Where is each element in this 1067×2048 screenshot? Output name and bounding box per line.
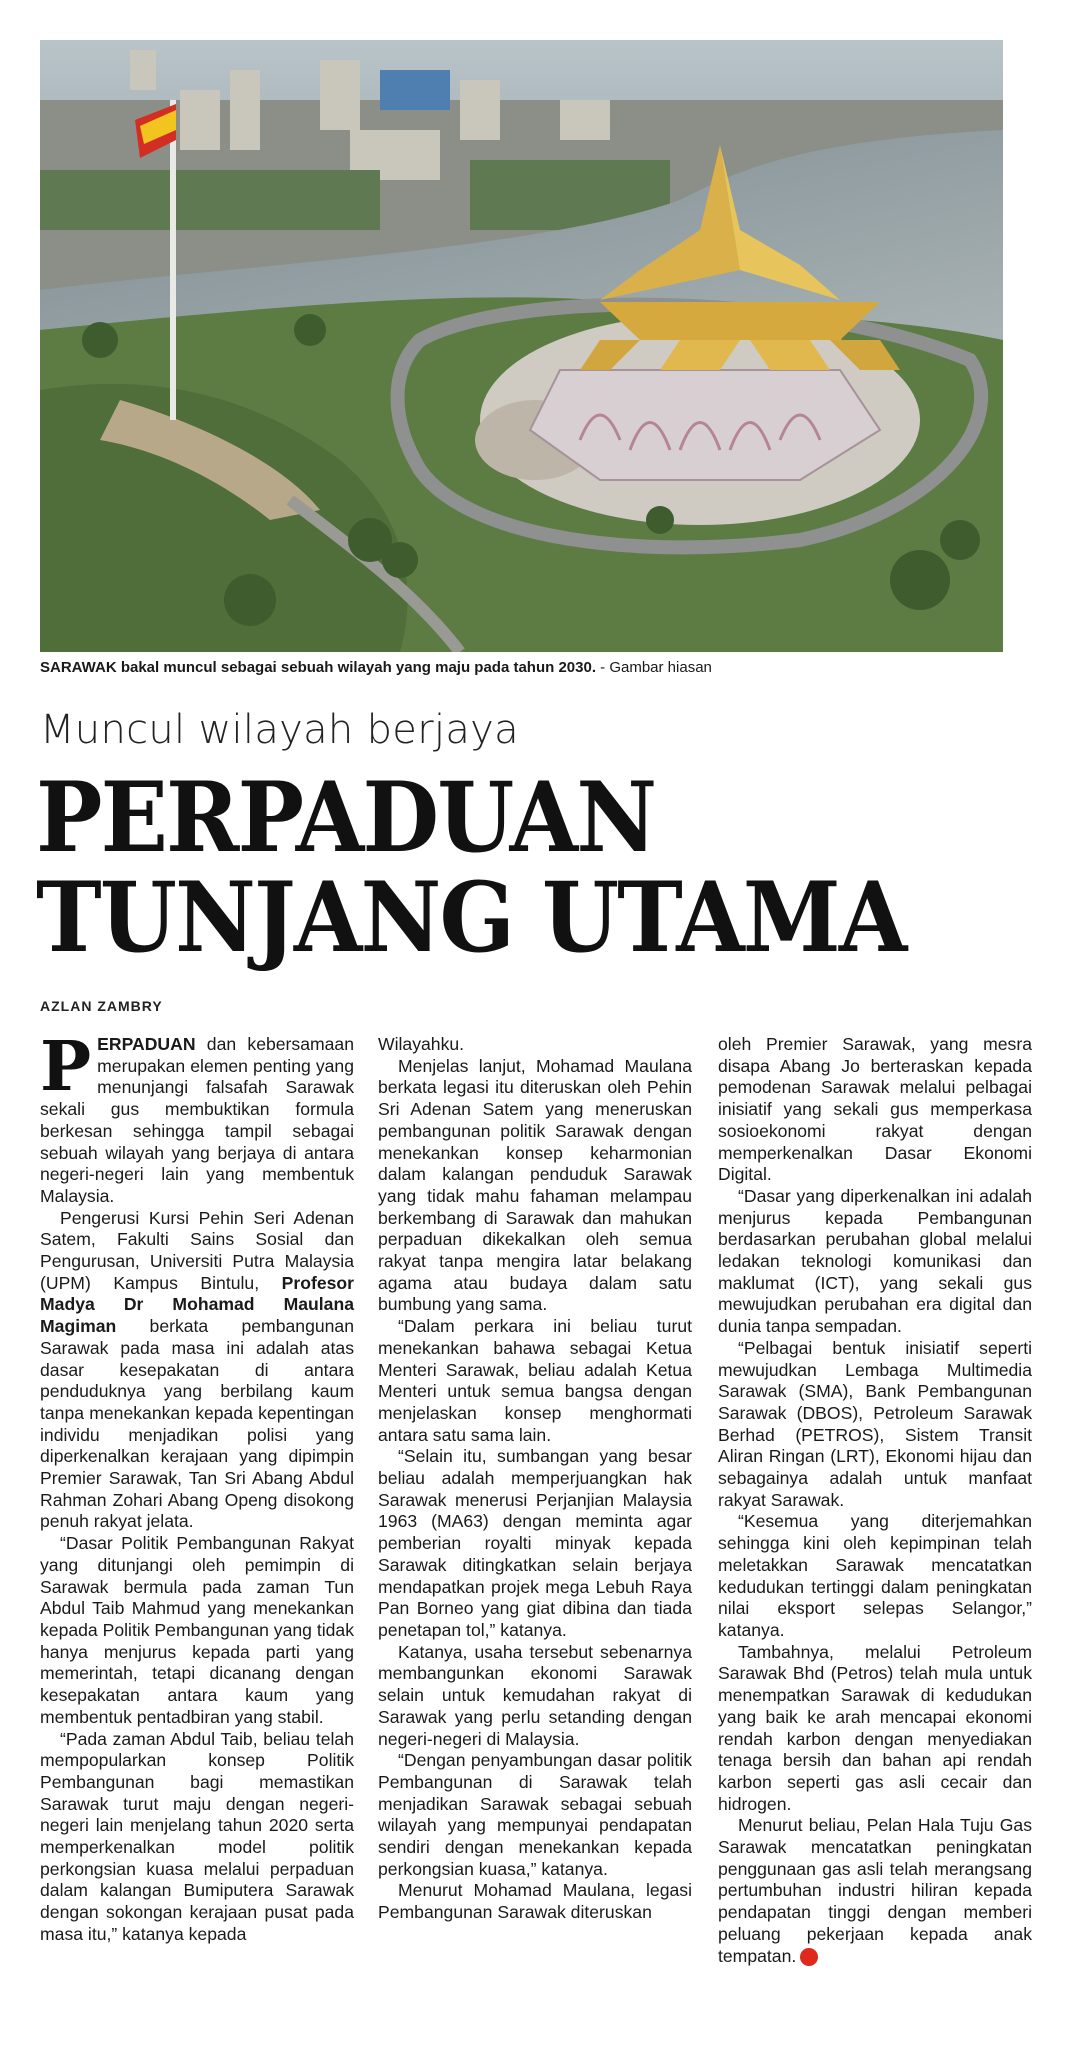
paragraph: “Dengan penyambungan dasar politik Pembangunan di Sarawak telah menjadikan Sarawak sebagai sebuah wilayah yang mempunyai pendapatan sendiri dengan menekankan kepada perkongsian kuasa,” katanya. xyxy=(378,1750,692,1879)
headline-line-1: PERPADUAN xyxy=(36,761,656,874)
article-column-3 xyxy=(718,1034,1032,1967)
paragraph: “Dalam perkara ini beliau turut menekankan bahawa sebagai Ketua Menteri Sarawak, beliau adalah Ketua Menteri untuk semua bangsa dengan menjelaskan konsep menghormati antara satu sama lain. xyxy=(378,1316,692,1445)
paragraph: Tambahnya, melalui Petroleum Sarawak Bhd (Petros) telah mula untuk menempatkan Sarawak di kedudukan yang baik ke arah mencapai ekonomi rendah karbon dengan menyediakan tenaga bersih dan bahan api rendah karbon seperti gas asli cecair dan hidrogen. xyxy=(718,1641,1032,1814)
headline xyxy=(36,761,956,974)
sarawak-legislative-building-photo xyxy=(40,40,1003,652)
article-photo xyxy=(40,40,1003,652)
headline-line-2: TUNJANG UTAMA xyxy=(36,861,906,974)
paragraph-bold-name: Profesor Madya Dr Mohamad Maulana Magiman xyxy=(40,1272,354,1337)
lead-caps: ERPADUAN xyxy=(97,1034,196,1054)
paragraph: Menurut Mohamad Maulana, legasi Pembangunan Sarawak diteruskan xyxy=(378,1880,692,1923)
paragraph: Katanya, usaha tersebut sebenarnya membangunkan ekonomi Sarawak selain untuk kemudahan rakyat di Sarawak yang perlu setanding dengan negeri-negeri di Malaysia. xyxy=(378,1641,692,1749)
paragraph xyxy=(40,1208,354,1534)
paragraph: “Selain itu, sumbangan yang besar beliau adalah memperjuangkan hak Sarawak menerusi Perjanjian Malaysia 1963 (MA63) dengan meminta agar pemberian royalti minyak kepada Sarawak ditingkatkan selain berjaya mendapatkan projek mega Lebuh Raya Pan Borneo yang giat dibina dan tiada penetapan tol,” katanya. xyxy=(378,1446,692,1640)
paragraph: “Dasar Politik Pembangunan Rakyat yang ditunjangi oleh pemimpin di Sarawak bermula pada zaman Tun Abdul Taib Mahmud yang menekankan kepada Politik Pembangunan yang tidak hanya menjurus kepada parti yang memerintah, tetapi dicanang dengan kesepakatan antara kaum yang membentuk pentadbiran yang stabil. xyxy=(40,1533,354,1727)
photo-caption xyxy=(40,658,1003,678)
paragraph xyxy=(718,1815,1032,1967)
paragraph-text: Pengerusi Kursi Pehin Seri Adenan Satem, Fakulti Sains Sosial dan Pengurusan, Universiti Putra Malaysia (UPM) Kampus Bintulu, xyxy=(40,1207,354,1293)
paragraph-text: Menurut beliau, Pelan Hala Tuju Gas Sarawak mencatatkan peningkatan penggunaan gas asli telah merangsang pertumbuhan industri hiliran kepada pendapatan tinggi dengan memberi peluang pekerjaan kepada anak tempatan. xyxy=(718,1815,1032,1966)
paragraph: “Pada zaman Abdul Taib, beliau telah mempopularkan konsep Politik Pembangunan bagi memastikan Sarawak turut maju dengan negeri-negeri lain menjelang tahun 2020 serta memperkenalkan model politik perkongsian kuasa melalui perpaduan dalam kalangan Bumiputera Sarawak dengan sokongan kerajaan pusat pada masa itu,” katanya kepada xyxy=(40,1728,354,1944)
paragraph: Wilayahku. xyxy=(378,1034,465,1054)
article-column-2 xyxy=(378,1034,692,1924)
end-mark-icon: H xyxy=(800,1948,818,1966)
article-column-1 xyxy=(40,1027,354,1946)
caption-bold: SARAWAK bakal muncul sebagai sebuah wilayah yang maju pada tahun 2030. xyxy=(40,659,596,676)
paragraph-text: berkata pembangunan Sarawak pada masa ini adalah atas dasar kesepakatan di antara penduduknya yang berbilang kaum tanpa menekankan kepada kepentingan individu menjadikan polisi yang diperkenalkan kerajaan yang dipimpin Premier Sarawak, Tan Sri Abang Abdul Rahman Zohari Abang Openg disokong penuh rakyat jelata. xyxy=(40,1316,354,1532)
caption-credit: - Gambar hiasan xyxy=(596,659,712,676)
paragraph xyxy=(40,1027,354,1208)
paragraph: Menjelas lanjut, Mohamad Maulana berkata legasi itu diteruskan oleh Pehin Sri Adenan Satem yang meneruskan pembangunan politik Sarawak dengan menekankan konsep keharmonian dalam kalangan penduduk Sarawak yang tidak mahu fahaman melampau berkembang di Sarawak dan mahukan perpaduan dikekalkan oleh semua rakyat tanpa mengira latar belakang agama atau budaya dalam satu bumbung yang sama. xyxy=(378,1055,692,1315)
paragraph: oleh Premier Sarawak, yang mesra disapa Abang Jo berteraskan kepada pemodenan Sarawak melalui pelbagai inisiatif yang sekali gus memperkasa sosioekonomi rakyat dengan memperkenalkan Dasar Ekonomi Digital. xyxy=(718,1034,1032,1185)
kicker: Muncul wilayah berjaya xyxy=(40,707,519,753)
drop-cap: P xyxy=(40,1027,92,1107)
paragraph: “Kesemua yang diterjemahkan sehingga kini oleh kepimpinan telah meletakkan Sarawak mencatatkan kedudukan tertinggi dalam peningkatan nilai eksport selepas Selangor,” katanya. xyxy=(718,1511,1032,1640)
paragraph: “Dasar yang diperkenalkan ini adalah menjurus kepada Pembangunan berdasarkan perubahan global melalui ledakan teknologi komunikasi dan maklumat (ICT), yang sekali gus mewujudkan perubahan era digital dan dunia tanpa sempadan. xyxy=(718,1185,1032,1337)
paragraph-text: dan kebersamaan merupakan elemen penting yang menunjangi falsafah Sarawak sekali gus membuktikan formula berkesan sehingga tampil sebagai sebuah wilayah yang berjaya di antara negeri-negeri lain yang membentuk Malaysia. xyxy=(40,1034,354,1206)
paragraph: “Pelbagai bentuk inisiatif seperti mewujudkan Lembaga Multimedia Sarawak (SMA), Bank Pembangunan Sarawak (DBOS), Petroleum Sarawak Berhad (PETROS), Sistem Transit Aliran Ringan (LRT), Ekonomi hijau dan sebagainya adalah untuk manfaat rakyat Sarawak. xyxy=(718,1337,1032,1510)
byline: AZLAN ZAMBRY xyxy=(40,998,163,1014)
